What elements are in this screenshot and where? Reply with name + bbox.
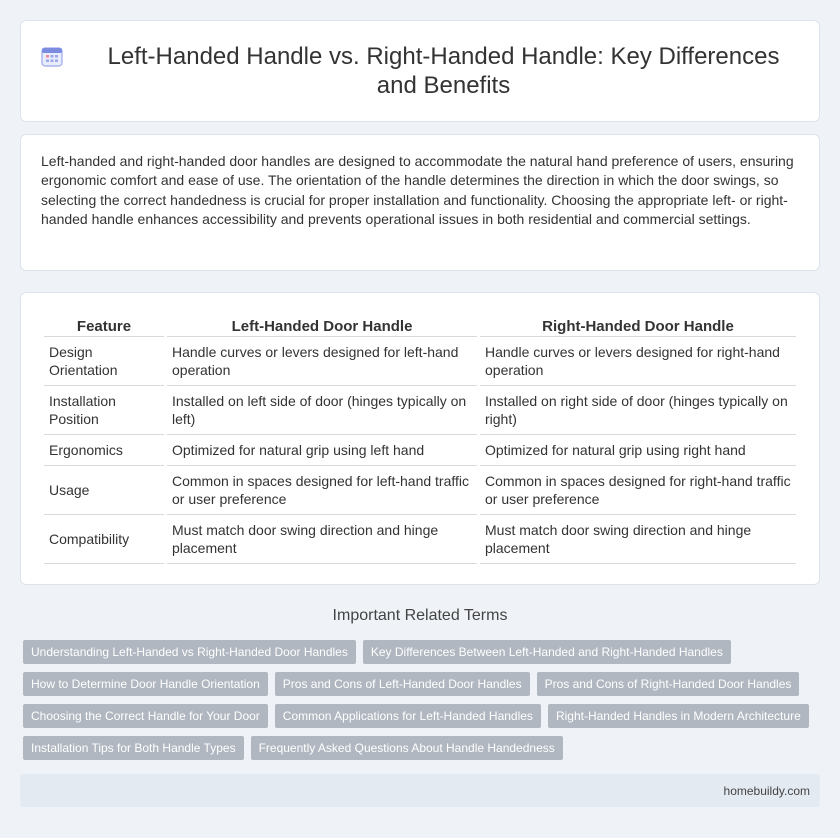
left-handed-cell: Installed on left side of door (hinges typically on left) (167, 386, 477, 435)
related-term-tag[interactable]: Choosing the Correct Handle for Your Door (23, 704, 268, 728)
related-term-tag[interactable]: How to Determine Door Handle Orientation (23, 672, 268, 696)
right-handed-cell: Must match door swing direction and hinge placement (480, 515, 796, 564)
feature-cell: Compatibility (44, 515, 164, 564)
related-term-tag[interactable]: Common Applications for Left-Handed Handles (275, 704, 541, 728)
related-term-tag[interactable]: Frequently Asked Questions About Handle Handedness (251, 736, 563, 760)
intro-card (20, 134, 820, 271)
left-handed-cell: Must match door swing direction and hinge placement (167, 515, 477, 564)
table-row (44, 515, 796, 564)
right-handed-cell: Optimized for natural grip using right hand (480, 435, 796, 466)
header-card (20, 20, 820, 122)
comparison-card (20, 292, 820, 585)
table-row (44, 466, 796, 515)
feature-cell: Installation Position (44, 386, 164, 435)
page-title: Left-Handed Handle vs. Right-Handed Handle: Key Differences and Benefits (107, 43, 780, 99)
related-terms-title: Important Related Terms (332, 607, 508, 624)
related-term-tag[interactable]: Installation Tips for Both Handle Types (23, 736, 244, 760)
related-terms-list (23, 640, 823, 760)
header-feature: Feature (44, 315, 164, 337)
related-term-tag[interactable]: Key Differences Between Left-Handed and Right-Handed Handles (363, 640, 731, 664)
left-handed-cell: Common in spaces designed for left-hand traffic or user preference (167, 466, 477, 515)
left-handed-cell: Handle curves or levers designed for left-hand operation (167, 337, 477, 386)
related-term-tag[interactable]: Right-Handed Handles in Modern Architecture (548, 704, 809, 728)
feature-cell: Usage (44, 466, 164, 515)
related-term-tag[interactable]: Understanding Left-Handed vs Right-Handed Door Handles (23, 640, 356, 664)
feature-cell: Design Orientation (44, 337, 164, 386)
intro-paragraph: Left-handed and right-handed door handles are designed to accommodate the natural hand preference of users, ensuring ergonomic comfort and ease of use. The orientation of the handle determines the direction in which the door swings, so selecting the correct handedness is crucial for proper installation and functionality. Choosing the appropriate left- or right-handed handle enhances accessibility and prevents operational issues in both residential and commercial settings. (41, 153, 794, 228)
feature-cell: Ergonomics (44, 435, 164, 466)
footer-site-link[interactable]: homebuildy.com (723, 784, 810, 798)
table-row (44, 435, 796, 466)
right-handed-cell: Installed on right side of door (hinges typically on right) (480, 386, 796, 435)
footer (20, 774, 820, 807)
table-row (44, 337, 796, 386)
header-right-handed: Right-Handed Door Handle (480, 315, 796, 337)
calendar-icon (41, 45, 63, 67)
table-row (44, 386, 796, 435)
comparison-table (41, 315, 799, 564)
right-handed-cell: Handle curves or levers designed for right-hand operation (480, 337, 796, 386)
table-header-row (44, 315, 796, 337)
related-term-tag[interactable]: Pros and Cons of Left-Handed Door Handles (275, 672, 530, 696)
left-handed-cell: Optimized for natural grip using left hand (167, 435, 477, 466)
related-term-tag[interactable]: Pros and Cons of Right-Handed Door Handles (537, 672, 800, 696)
header-left-handed: Left-Handed Door Handle (167, 315, 477, 337)
right-handed-cell: Common in spaces designed for right-hand traffic or user preference (480, 466, 796, 515)
